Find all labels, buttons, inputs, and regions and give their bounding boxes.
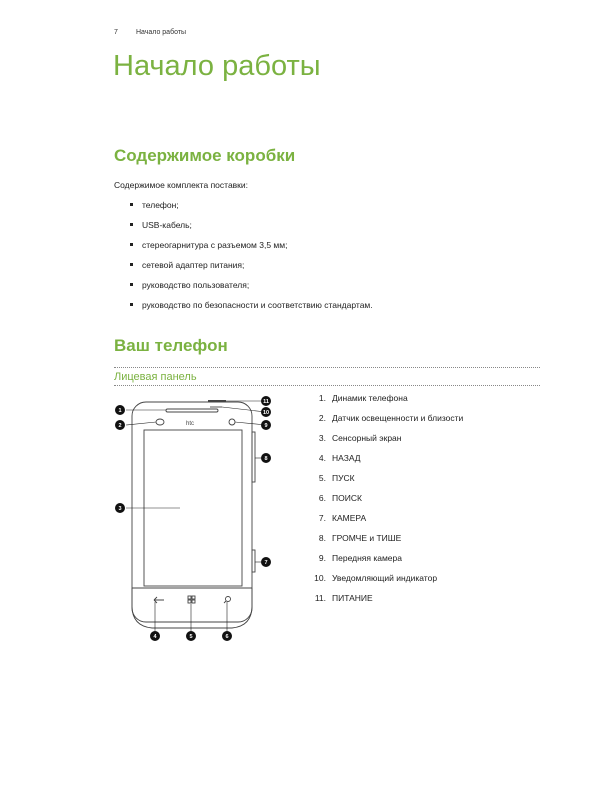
phone-body xyxy=(132,402,252,622)
list-item: 7. КАМЕРА xyxy=(318,513,367,523)
list-item: руководство по безопасности и соответствию стандартам. xyxy=(130,299,373,319)
svg-text:8: 8 xyxy=(264,456,268,462)
callout-11 xyxy=(261,396,271,406)
list-item: 6. ПОИСК xyxy=(318,493,362,503)
list-item: 5. ПУСК xyxy=(318,473,355,483)
parts-list xyxy=(304,392,463,612)
callout-9 xyxy=(261,420,271,430)
list-item: 9. Передняя камера xyxy=(318,553,402,563)
callout-8 xyxy=(261,453,271,463)
camera-key xyxy=(252,550,255,572)
chapter-title: Начало работы xyxy=(113,50,321,82)
list-item: 11. ПИТАНИЕ xyxy=(314,593,373,603)
callout-1 xyxy=(115,405,125,415)
list-item: 3. Сенсорный экран xyxy=(318,433,402,443)
subsection-title-front-panel: Лицевая панель xyxy=(114,371,197,383)
dotted-divider xyxy=(114,367,540,368)
list-item: 2. Датчик освещенности и близости xyxy=(318,413,464,423)
list-item: телефон; xyxy=(130,199,373,219)
callout-2 xyxy=(115,420,125,430)
svg-text:3: 3 xyxy=(118,506,122,512)
volume-keys xyxy=(252,432,255,482)
list-item: USB-кабель; xyxy=(130,219,373,239)
list-item: 8. ГРОМЧЕ и ТИШЕ xyxy=(318,533,402,543)
svg-text:7: 7 xyxy=(264,560,268,566)
list-item: руководство пользователя; xyxy=(130,279,373,299)
earpiece-speaker xyxy=(166,409,218,412)
svg-text:5: 5 xyxy=(189,634,193,640)
back-arrow-icon xyxy=(154,597,164,603)
box-contents-list xyxy=(130,199,373,319)
list-item: 10. Уведомляющий индикатор xyxy=(314,573,438,583)
callout-3 xyxy=(115,503,125,513)
list-item: 4. НАЗАД xyxy=(318,453,361,463)
dotted-divider xyxy=(114,385,540,386)
running-header xyxy=(114,29,186,36)
svg-text:4: 4 xyxy=(153,634,157,640)
svg-text:1: 1 xyxy=(118,408,122,414)
front-camera xyxy=(229,419,235,425)
brand-logo: htc xyxy=(185,421,195,427)
svg-text:10: 10 xyxy=(262,410,270,416)
section-title-your-phone: Ваш телефон xyxy=(114,336,228,355)
svg-text:2: 2 xyxy=(118,423,122,429)
svg-text:6: 6 xyxy=(225,634,229,640)
svg-text:9: 9 xyxy=(264,423,268,429)
svg-text:11: 11 xyxy=(263,399,269,405)
page-number: 7 xyxy=(114,29,118,36)
windows-logo-icon xyxy=(188,596,195,603)
list-item: стереогарнитура с разъемом 3,5 мм; xyxy=(130,239,373,259)
section-title-box-contents: Содержимое коробки xyxy=(114,146,296,165)
callout-7 xyxy=(261,557,271,567)
list-item: сетевой адаптер питания; xyxy=(130,259,373,279)
list-item: 1. Динамик телефона xyxy=(318,393,408,403)
box-contents-intro: Содержимое комплекта поставки: xyxy=(114,180,249,190)
callout-5 xyxy=(186,631,196,641)
callout-4 xyxy=(150,631,160,641)
phone-front-diagram xyxy=(110,392,280,642)
callout-10 xyxy=(261,407,271,417)
light-proximity-sensor xyxy=(156,419,164,425)
callout-6 xyxy=(222,631,232,641)
running-title: Начало работы xyxy=(135,29,187,36)
